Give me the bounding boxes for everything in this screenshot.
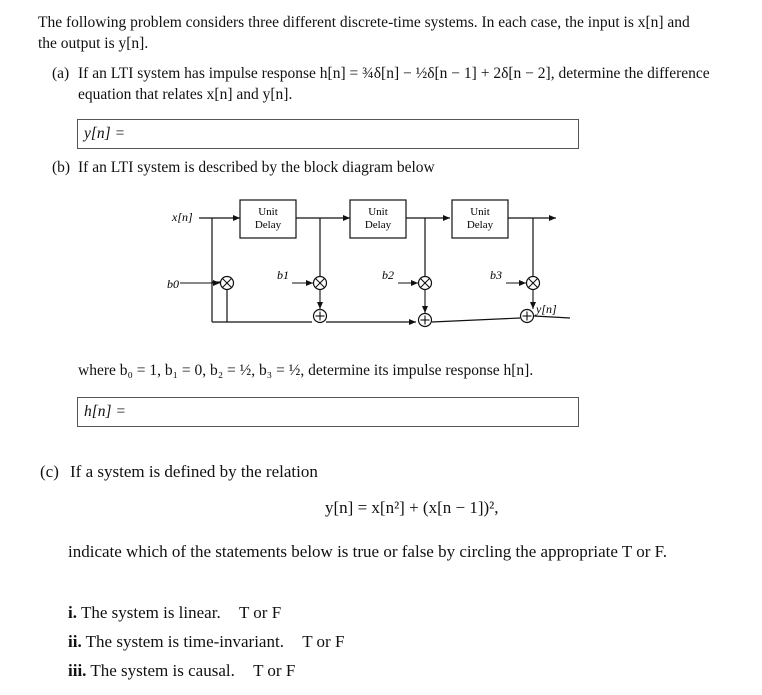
part-b-label: (b) — [52, 159, 71, 176]
intro-line-1: The following problem considers three different discrete-time systems. In each case, the input is x[n] and — [38, 14, 690, 31]
svg-text:Delay: Delay — [364, 219, 392, 231]
part-c-label: (c) — [40, 462, 59, 481]
part-b-where: where b₀ = 1, b₁ = 0, b₂ = ½, b₃ = ½, determine its impulse response h[n]. — [78, 362, 534, 379]
multiplier-0 — [221, 277, 234, 290]
svg-text:Unit: Unit — [368, 206, 388, 218]
statement-1 — [68, 602, 281, 624]
svg-text:Unit: Unit — [470, 206, 490, 218]
answer-a-label: y[n] = — [84, 125, 126, 142]
statement-2 — [68, 631, 344, 653]
part-c-line-2: indicate which of the statements below is true or false by circling the appropriate T or F. — [68, 542, 667, 561]
statement-3 — [68, 660, 295, 682]
multiplier-1 — [314, 277, 327, 290]
answer-box-b[interactable] — [77, 397, 579, 427]
multiplier-3 — [527, 277, 540, 290]
part-c-equation: y[n] = x[n²] + (x[n − 1])², — [325, 498, 499, 517]
coef-b1: b1 — [277, 268, 289, 282]
part-a-line-1: If an LTI system has impulse response h[n] = ¾δ[n] − ½δ[n − 1] + 2δ[n − 2], determine the difference — [78, 65, 710, 82]
svg-text:Delay: Delay — [466, 219, 494, 231]
input-label: x[n] — [172, 210, 193, 224]
adder-2 — [419, 314, 432, 327]
statement-1-text: The system is linear. — [80, 603, 221, 622]
intro-line-2: the output is y[n]. — [38, 35, 149, 52]
unit-delay-1 — [240, 200, 296, 238]
adder-1 — [314, 310, 327, 323]
svg-text:Delay: Delay — [254, 219, 282, 231]
unit-delay-2 — [350, 200, 406, 238]
statement-3-num: iii. — [68, 661, 87, 680]
statement-2-text: The system is time-invariant. — [85, 632, 284, 651]
part-a-label: (a) — [52, 65, 70, 82]
statement-1-num: i. — [68, 603, 77, 622]
coef-b0: b0 — [167, 277, 179, 291]
statement-2-num: ii. — [68, 632, 82, 651]
coef-b3: b3 — [490, 268, 502, 282]
part-a-line-2: equation that relates x[n] and y[n]. — [78, 86, 293, 103]
statement-3-choice[interactable]: T or F — [253, 661, 296, 680]
svg-text:Unit: Unit — [258, 206, 278, 218]
statement-2-choice[interactable]: T or F — [302, 632, 345, 651]
statement-3-text: The system is causal. — [90, 661, 235, 680]
output-label: y[n] — [536, 302, 557, 316]
coef-b2: b2 — [382, 268, 394, 282]
answer-b-label: h[n] = — [84, 403, 126, 420]
part-c-line-1: If a system is defined by the relation — [70, 462, 318, 481]
adder-3 — [521, 310, 534, 323]
part-b-line-1: If an LTI system is described by the block diagram below — [78, 159, 435, 176]
unit-delay-3 — [452, 200, 508, 238]
multiplier-2 — [419, 277, 432, 290]
statement-1-choice[interactable]: T or F — [238, 603, 282, 622]
